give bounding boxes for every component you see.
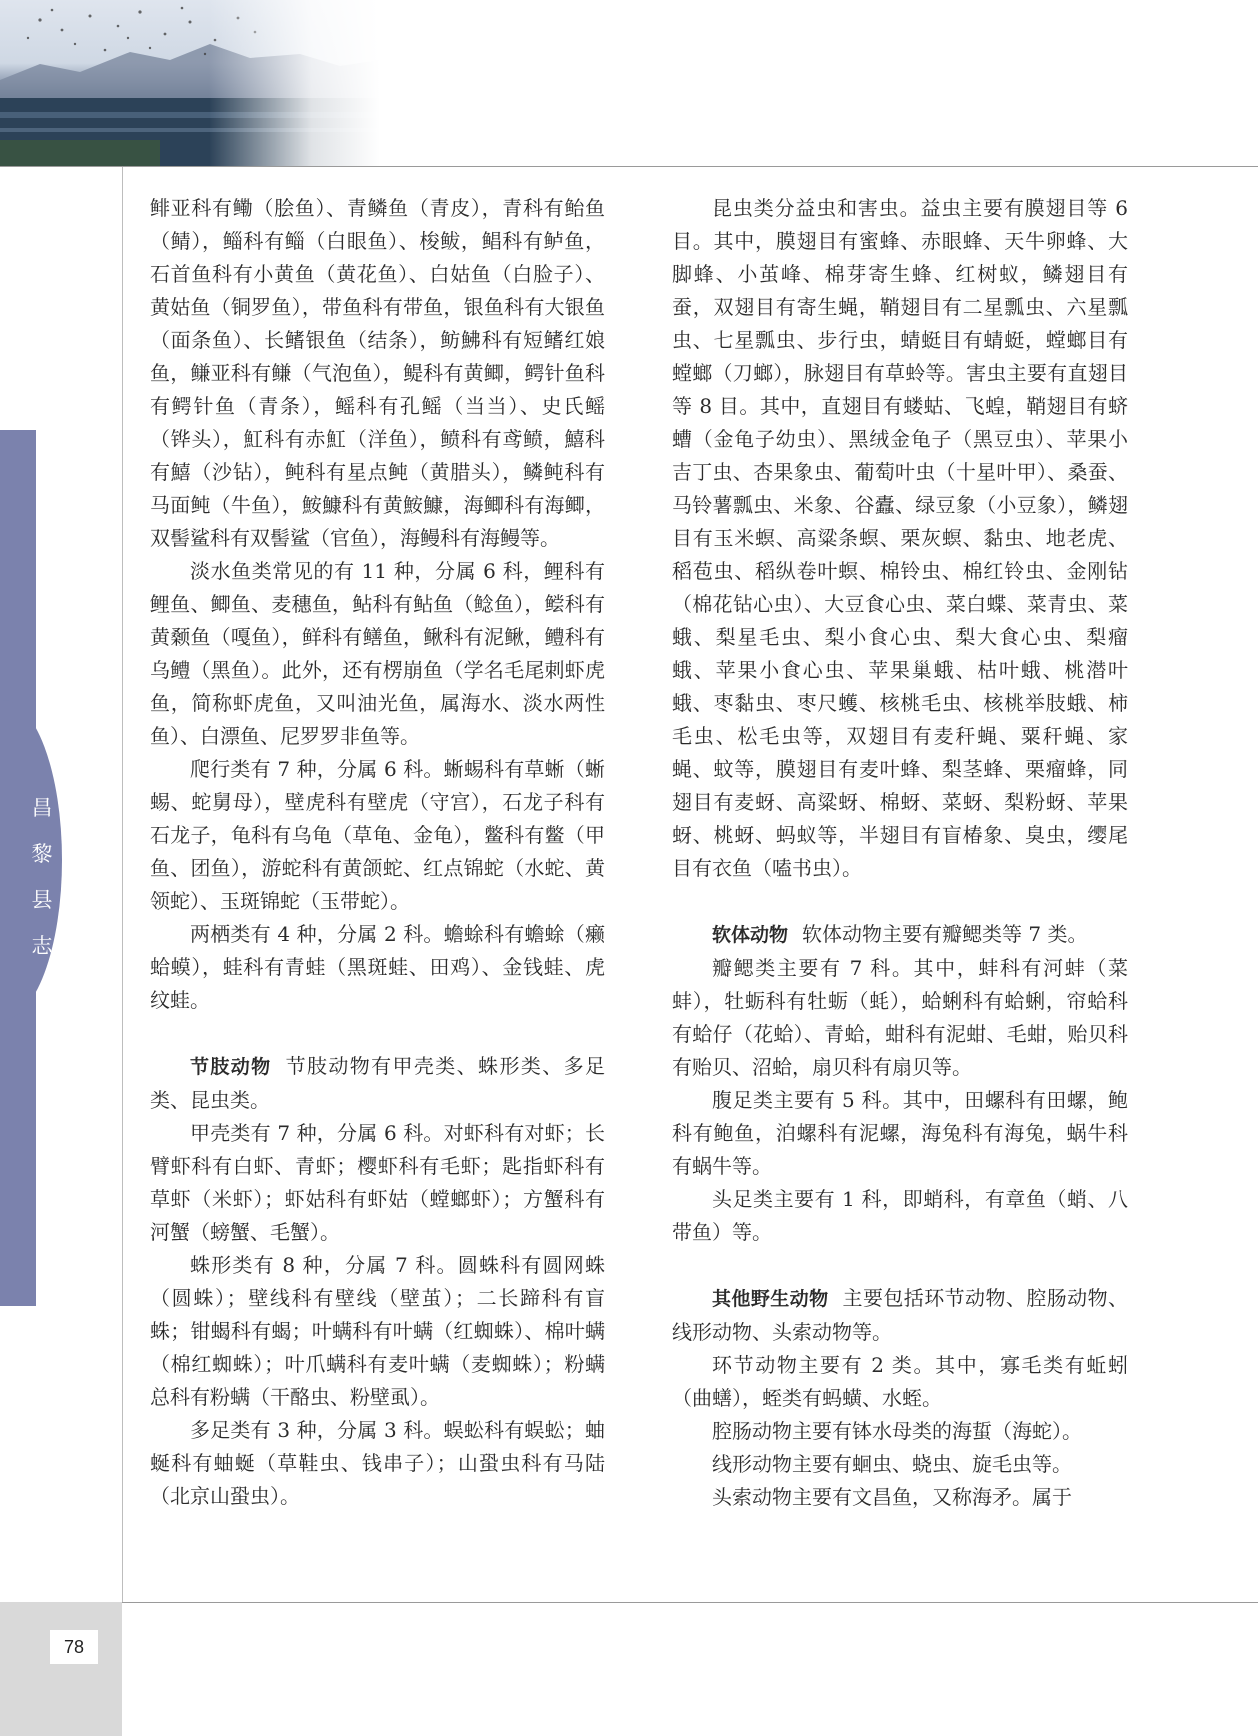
header-landscape-photo: [0, 0, 380, 166]
paragraph: 多足类有 3 种，分属 3 科。蜈蚣科有蜈蚣；蚰蜒科有蚰蜒（草鞋虫、钱串子）；山蛩虫科有马陆（北京山蛩虫）。: [150, 1418, 605, 1508]
book-title-char: 黎: [31, 842, 53, 866]
paragraph: 淡水鱼类常见的有 11 种，分属 6 科，鲤科有鲤鱼、鲫鱼、麦穗鱼，鲇科有鲇鱼（鲶鱼），鲿科有黄颡鱼（嘎鱼），鲜科有鳝鱼，鳅科有泥鳅，鳢科有乌鳢（黑鱼）。此外，还有楞崩鱼（学名毛尾刺虾虎鱼，简称虾虎鱼，又叫油光鱼，属海水、淡水两性鱼）、白漂鱼、尼罗罗非鱼等。: [150, 559, 605, 748]
paragraph: 环节动物主要有 2 类。其中，寡毛类有蚯蚓（曲蟮），蛭类有蚂蟥、水蛭。: [672, 1353, 1128, 1410]
paragraph: 昆虫类分益虫和害虫。益虫主要有膜翅目等 6 目。其中，膜翅目有蜜蜂、赤眼蜂、天牛卵蜂、大脚蜂、小茧峰、棉芽寄生蜂、红树蚁，鳞翅目有蚕，双翅目有寄生蝇，鞘翅目有二星瓢虫、六星瓢虫、七星瓢虫、步行虫，蜻蜓目有蜻蜓，螳螂目有螳螂（刀螂），脉翅目有草蛉等。害虫主要有直翅目等 8 目。其中，直翅目有蝼蛄、飞蝗，鞘翅目有蛴螬（金龟子幼虫）、黑绒金龟子（黑豆虫）、苹果小吉丁虫、杏果象虫、葡萄叶虫（十星叶甲）、桑蚕、马铃薯瓢虫、米象、谷蠹、绿豆象（小豆象），鳞翅目有玉米螟、高粱条螟、栗灰螟、黏虫、地老虎、稻苞虫、稻纵卷叶螟、棉铃虫、棉红铃虫、金刚钻（棉花钻心虫）、大豆食心虫、菜白蝶、菜青虫、菜蛾、梨星毛虫、梨小食心虫、梨大食心虫、梨瘤蛾、苹果小食心虫、苹果巢蛾、枯叶蛾、桃潜叶蛾、枣黏虫、枣尺蠖、核桃毛虫、核桃举肢蛾、柿毛虫、松毛虫等，双翅目有麦秆蝇、粟秆蝇、家蝇、蚊等，膜翅目有麦叶蜂、梨茎蜂、栗瘤蜂，同翅目有麦蚜、高粱蚜、棉蚜、菜蚜、梨粉蚜、苹果蚜、桃蚜、蚂蚁等，半翅目有盲椿象、臭虫，缨尾目有衣鱼（嗑书虫）。: [672, 196, 1128, 880]
paragraph: 头索动物主要有文昌鱼，又称海矛。属于: [712, 1485, 1072, 1509]
header-photo-fade: [0, 0, 380, 166]
paragraph: 线形动物主要有蛔虫、蛲虫、旋毛虫等。: [712, 1452, 1072, 1476]
section-intro: 软体动物主要有瓣鳃类等 7 类。: [802, 922, 1088, 946]
book-title-char: 志: [31, 934, 53, 958]
paragraph: 头足类主要有 1 科，即蛸科，有章鱼（蛸、八带鱼）等。: [672, 1187, 1128, 1244]
paragraph: 瓣鳃类主要有 7 科。其中，蚌科有河蚌（菜蚌），牡蛎科有牡蛎（蚝），蛤蜊科有蛤蜊，帘蛤科有蛤仔（花蛤）、青蛤，蚶科有泥蚶、毛蚶，贻贝科有贻贝、沼蛤，扇贝科有扇贝等。: [672, 956, 1128, 1079]
book-title-char: 昌: [31, 796, 53, 820]
paragraph: 腹足类主要有 5 科。其中，田螺科有田螺，鲍科有鲍鱼，泊螺科有泥螺，海兔科有海兔，蜗牛科有蜗牛等。: [672, 1088, 1128, 1178]
paragraph: 鲱亚科有鳓（脍鱼）、青鳞鱼（青皮），青科有鲐鱼（鲭），鲻科有鲻（白眼鱼）、梭鲅，鲳科有鲈鱼，石首鱼科有小黄鱼（黄花鱼）、白姑鱼（白脸子）、黄姑鱼（铜罗鱼），带鱼科有带鱼，银鱼科有大银鱼（面条鱼）、长鳍银鱼（结条），鲂鮄科有短鳍红娘鱼，鳒亚科有鳒（气泡鱼），鳀科有黄鲫，鳄针鱼科有鳄针鱼（青条），鳐科有孔鳐（当当）、史氏鳐（铧头），魟科有赤魟（洋鱼），鲼科有鸢鲼，鱚科有鱚（沙钻），鲀科有星点鲀（黄腊头），鳞鲀科有马面鲀（牛鱼），鮟鱇科有黄鮟鱇，海鲫科有海鲫，双髻鲨科有双髻鲨（官鱼），海鳗科有海鳗等。: [150, 196, 605, 550]
paragraph: 甲壳类有 7 种，分属 6 科。对虾科有对虾；长臂虾科有白虾、青虾；樱虾科有毛虾；匙指虾科有草虾（米虾）；虾姑科有虾姑（螳螂虾）；方蟹科有河蟹（螃蟹、毛蟹）。: [150, 1121, 605, 1244]
section-paragraph: [672, 918, 1128, 952]
page-number: 78: [50, 1630, 98, 1664]
section-paragraph: [672, 1282, 1128, 1349]
footer-margin: [0, 1602, 122, 1736]
book-title-vertical: [30, 785, 54, 969]
right-text-column: [672, 192, 1128, 1514]
section-title: 其他野生动物: [712, 1288, 829, 1310]
section-paragraph: [150, 1050, 605, 1117]
header-divider: [0, 166, 1258, 167]
paragraph: 爬行类有 7 种，分属 6 科。蜥蜴科有草蜥（蜥蜴、蛇舅母），壁虎科有壁虎（守宫），石龙子科有石龙子，龟科有乌龟（草龟、金龟），鳖科有鳖（甲鱼、团鱼），游蛇科有黄颌蛇、红点锦蛇（水蛇、黄领蛇）、玉斑锦蛇（玉带蛇）。: [150, 757, 605, 913]
section-intro: 主要包括环节动物、腔肠动物、线形动物、头索动物等。: [672, 1286, 1128, 1344]
book-title-char: 县: [31, 888, 53, 912]
section-title: 软体动物: [712, 924, 789, 946]
footer-divider: [122, 1602, 1258, 1603]
margin-divider: [122, 167, 123, 1603]
paragraph: 两栖类有 4 种，分属 2 科。蟾蜍科有蟾蜍（癞蛤蟆），蛙科有青蛙（黑斑蛙、田鸡）、金钱蛙、虎纹蛙。: [150, 922, 605, 1012]
paragraph: 腔肠动物主要有钵水母类的海蜇（海蛇）。: [712, 1419, 1082, 1443]
section-intro: 节肢动物有甲壳类、蛛形类、多足类、昆虫类。: [150, 1054, 605, 1112]
paragraph: 蛛形类有 8 种，分属 7 科。圆蛛科有圆网蛛（圆蛛）；壁线科有壁线（壁茧）；二长蹄科有盲蛛；钳蝎科有蝎；叶螨科有叶螨（红蜘蛛）、棉叶螨（棉红蜘蛛）；叶爪螨科有麦叶螨（麦蜘蛛）；粉螨总科有粉螨（干酪虫、粉壁虱）。: [150, 1253, 605, 1409]
left-text-column: [150, 192, 605, 1513]
section-title: 节肢动物: [190, 1056, 272, 1078]
